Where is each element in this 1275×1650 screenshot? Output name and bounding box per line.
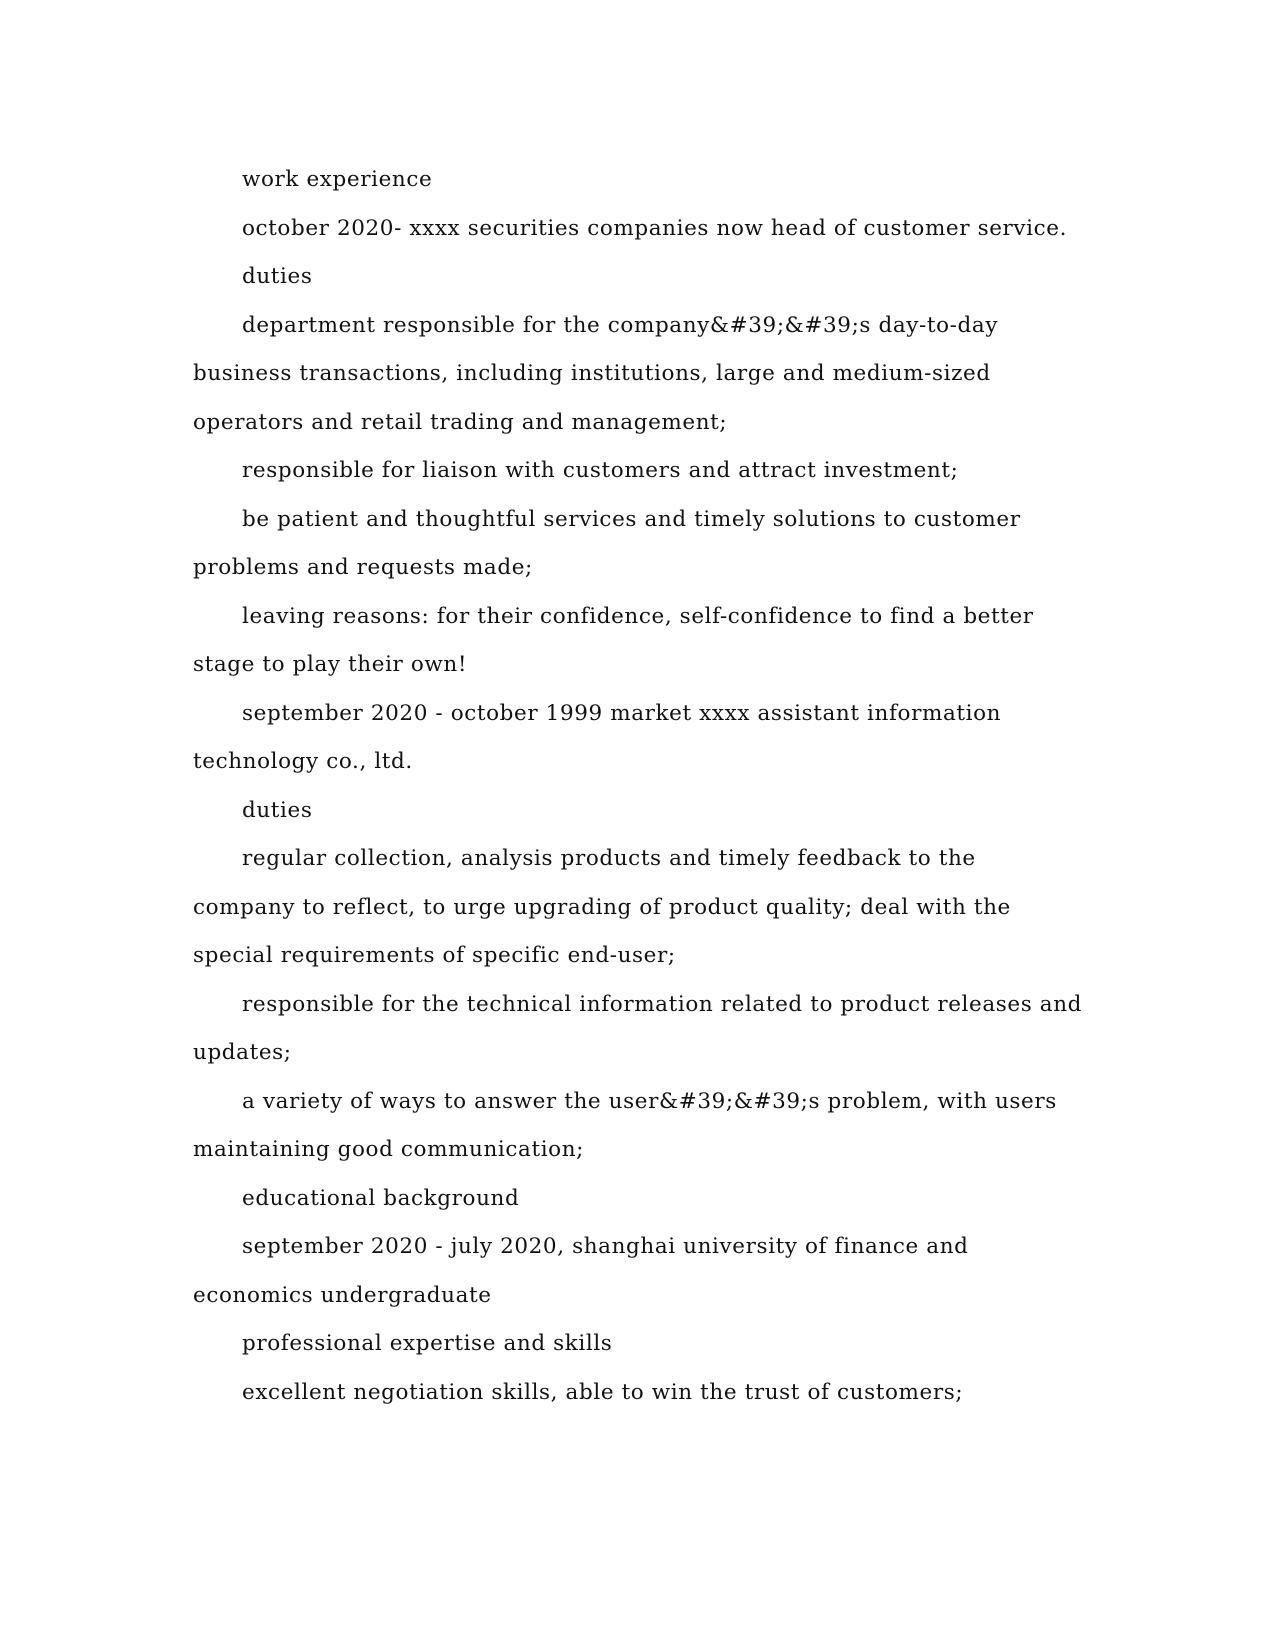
duties-heading: duties (242, 797, 313, 823)
document-body (193, 156, 1083, 1417)
duty-item: responsible for liaison with customers and attract investment; (242, 458, 959, 483)
duty-item: a variety of ways to answer the user&#39;&#39;s problem, with users maintaining good communication; (193, 1088, 1057, 1162)
education-entry: september 2020 - july 2020, shanghai university of finance and economics undergraduate (193, 1234, 969, 1308)
duty-item: be patient and thoughtful services and timely solutions to customer problems and requests made; (193, 506, 1021, 580)
job-entry-securities: october 2020- xxxx securities companies now head of customer service. (242, 215, 1068, 241)
duty-item: responsible for the technical information related to product releases and updates; (193, 991, 1083, 1065)
section-heading-education: educational background (242, 1185, 520, 1211)
job-entry-it-company: september 2020 - october 1999 market xxxx assistant information technology co., ltd. (193, 700, 1002, 774)
section-heading-skills: professional expertise and skills (242, 1331, 613, 1356)
duty-item: regular collection, analysis products and timely feedback to the company to reflect, to urge upgrading of product quality; deal with the special requirements of specific end-user; (193, 846, 1011, 968)
leaving-reasons: leaving reasons: for their confidence, self-confidence to find a better stage to play their own! (193, 603, 1034, 677)
skill-item: excellent negotiation skills, able to win the trust of customers; (242, 1379, 964, 1405)
duties-heading: duties (242, 264, 313, 289)
duty-item: department responsible for the company&#39;&#39;s day-to-day business transactions, including institutions, large and medium-sized operators and retail trading and management; (193, 312, 999, 435)
section-heading-work-experience: work experience (242, 167, 433, 192)
